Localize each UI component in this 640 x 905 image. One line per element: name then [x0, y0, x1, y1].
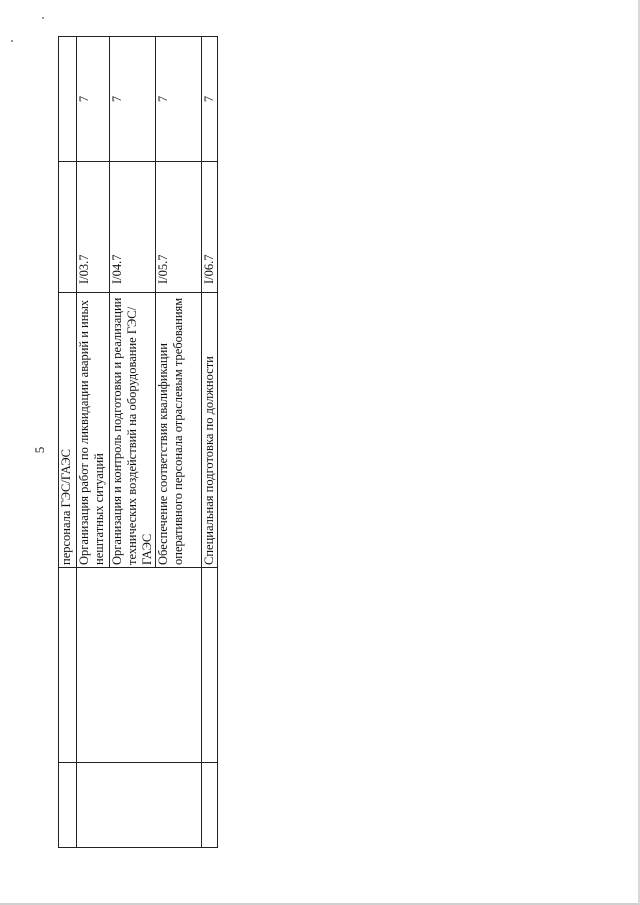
functions-table — [58, 36, 218, 848]
rotated-table-container — [58, 68, 216, 848]
table-cell-empty — [59, 763, 77, 848]
table-cell-empty — [77, 763, 202, 848]
function-code-cell: I/05.7 — [156, 162, 202, 293]
table-cell-empty — [202, 568, 218, 763]
function-code-cell: I/03.7 — [77, 162, 110, 293]
qualification-level-cell — [59, 37, 77, 162]
scan-speck — [42, 17, 44, 19]
function-name-cell: Обеспечение соответствия квалификации оперативного персонала отраслевым требованиям — [156, 293, 202, 568]
table-row — [202, 37, 218, 848]
qualification-level-cell: 7 — [156, 37, 202, 162]
qualification-level-cell: 7 — [110, 37, 156, 162]
function-code-cell — [59, 162, 77, 293]
table-cell-empty — [59, 568, 77, 763]
function-name-cell: Специальная подготовка по должности — [202, 293, 218, 568]
function-name-cell: персонала ГЭС/ГАЭС — [59, 293, 77, 568]
qualification-level-cell: 7 — [77, 37, 110, 162]
qualification-level-cell: 7 — [202, 37, 218, 162]
table-cell-empty — [77, 568, 202, 763]
scan-speck — [11, 40, 13, 42]
function-code-cell: I/04.7 — [110, 162, 156, 293]
function-name-cell: Организация работ по ликвидации аварий и иных нештатных ситуаций — [77, 293, 110, 568]
function-code-cell: I/06.7 — [202, 162, 218, 293]
table-row — [77, 37, 110, 848]
table-row — [59, 37, 77, 848]
function-name-cell: Организация и контроль подготовки и реализации технических воздействий на оборудование ГЭС/ГАЭС — [110, 293, 156, 568]
table-cell-empty — [202, 763, 218, 848]
page-number: 5 — [32, 446, 47, 454]
